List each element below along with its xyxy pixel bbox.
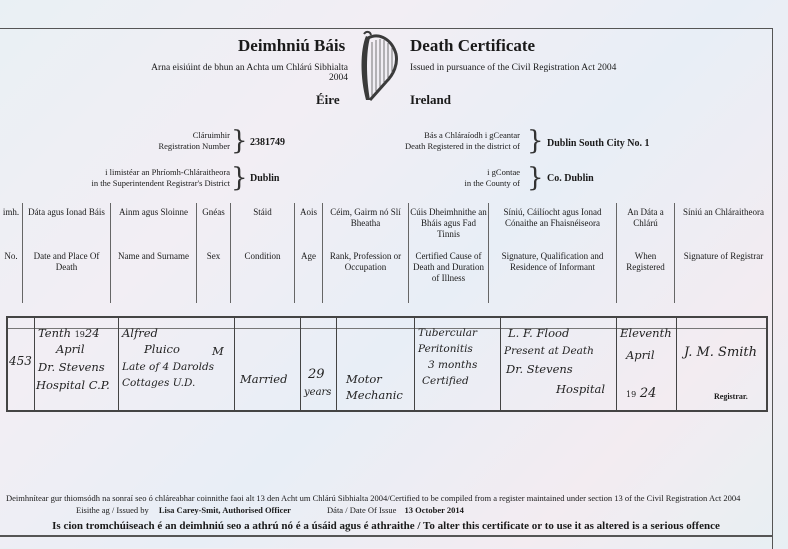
date-year: 24 [84,326,100,340]
column-header-grid [0,203,772,303]
entry-informant-qualification: Present at Death [504,345,594,357]
entry-name-residence-2: Cottages U.D. [122,377,196,389]
date-year-prefix: 19 [74,330,85,339]
column-header-name [110,203,196,303]
column-ga: Síniú an Chláraitheora [683,207,764,217]
district-value: Dublin South City No. 1 [547,138,650,149]
column-header-date-place [22,203,110,303]
column-ga: Ainm agus Sloinne [119,207,188,217]
entry-age-unit: years [304,387,332,398]
title-english: Death Certificate [410,36,536,55]
entry-divider [414,318,415,410]
country-english: Ireland [410,92,451,107]
entry-cause-4: Certified [422,375,469,387]
county-label-ga: i gContae [487,167,520,177]
issue-line [76,505,464,515]
harp-emblem-icon [356,30,400,106]
brace: } [231,163,248,193]
issued-by-value: Lisa Carey-Smit, Authorised Officer [158,505,291,515]
column-ga: Gnéas [202,207,225,217]
entry-divider [234,318,235,410]
entry-place-1: Dr. Stevens [38,360,105,374]
entry-divider [34,318,35,410]
country-irish: Éire [316,92,340,107]
column-header-occupation [322,203,408,303]
entry-date-month: April [56,342,85,356]
column-en: Signature of Registrar [683,251,764,261]
county-value: Co. Dublin [547,173,594,184]
column-ga: An Dáta a Chlárú [627,207,664,228]
column-en: Rank, Profession or Occupation [329,251,402,272]
column-ga: Síniú, Cáilíocht agus Ionad Cónaithe an Fhaisnéiseora [503,207,602,228]
registration-number: 2381749 [250,137,285,148]
register-entry [6,316,768,412]
supt-district-value: Dublin [250,173,280,184]
entry-registered-year [626,386,656,402]
county-label [420,167,520,189]
entry-age: 29 [308,367,325,382]
column-header-condition [230,203,294,303]
entry-divider [118,318,119,410]
column-en: Signature, Qualification and Residence of Informant [501,251,604,272]
brace: } [231,126,248,156]
column-header-informant [488,203,616,303]
column-en: No. [4,251,18,261]
subtitle-english: Issued in pursuance of the Civil Registration Act 2004 [410,63,617,73]
column-en: Certified Cause of Death and Duration of Illness [413,251,484,283]
title-irish: Deimhniú Báis [238,36,346,55]
entry-registered-month: April [626,348,655,362]
entry-sex: M [212,344,224,358]
entry-divider [300,318,301,410]
entry-cause-3: 3 months [428,359,478,371]
reg-number-label [120,130,230,152]
certified-statement: Deimhnítear gur thiomsódh na sonraí seo ó chláreabhar coinnithe faoi alt 13 den Acht um Chlárú Sibhialta 2004/Certified to be compiled from a register maintained under section 13 of the Civil Registration Act 2004 [6,493,741,503]
column-header-sex [196,203,230,303]
subtitle-irish: Arna eisiúint de bhun an Achta um Chlárú Sibhialta 2004 [151,63,348,83]
column-en: Sex [206,251,221,261]
reg-number-label-en: Registration Number [158,141,230,151]
entry-informant-residence-1: Dr. Stevens [506,362,573,376]
column-en: When Registered [626,251,665,272]
date-day: Tenth [38,326,72,340]
column-en: Age [301,251,316,261]
brace: } [527,126,544,156]
column-en: Name and Surname [118,251,189,261]
entry-registered-day: Eleventh [620,326,672,340]
entry-divider [500,318,501,410]
entry-cause-1: Tubercular [418,327,478,339]
entry-occupation-2: Mechanic [346,388,403,402]
entry-name-surname: Pluico [144,342,180,356]
entry-divider [336,318,337,410]
registered-year: 24 [639,386,657,401]
column-header-age [294,203,322,303]
entry-name-residence-1: Late of 4 Darolds [122,361,215,373]
issued-by-label: Eisithe ag / Issued by [76,505,149,515]
entry-place-2: Hospital C.P. [36,378,110,392]
supt-label-ga: i limistéar an Phríomh-Chláraitheora [105,167,230,177]
footer-rule [0,535,772,537]
column-ga: Stáid [253,207,272,217]
column-ga: imh. [2,207,20,217]
entry-cause-2: Peritonitis [418,343,473,355]
column-header-when-registered [616,203,674,303]
registered-year-prefix: 19 [626,390,637,399]
entry-number: 453 [9,354,32,368]
registrar-label: Registrar. [714,392,748,401]
column-ga: Céim, Gairm nó Slí Bheatha [330,207,401,228]
column-ga: Aois [299,207,317,217]
district-label [370,130,520,152]
column-header-registrar [674,203,772,303]
district-label-en: Death Registered in the district of [405,141,520,151]
column-header-number [0,203,22,303]
date-of-issue-label: Dáta / Date Of Issue [327,505,397,515]
column-en: Condition [244,251,281,261]
entry-divider [676,318,677,410]
entry-divider [616,318,617,410]
date-of-issue-value: 13 October 2014 [404,505,464,515]
brace: } [527,163,544,193]
entry-condition: Married [240,372,288,386]
column-en: Date and Place Of Death [33,251,100,272]
entry-registrar-signature: J. M. Smith [684,345,758,360]
alteration-warning: Is cion tromchúiseach é an deimhniú seo a athrú nó é a úsáid agus é athraithe / To alter this certificate or to use it as altered is a serious offence [52,520,720,532]
column-header-cause [408,203,488,303]
entry-name-first: Alfred [122,326,158,340]
column-ga: Cúis Dheimhnithe an Bháis agus Fad Tinnis [410,207,487,239]
entry-occupation-1: Motor [346,372,382,386]
reg-number-label-ga: Cláruimhir [192,130,230,140]
entry-date-line [38,326,100,342]
entry-informant-residence-2: Hospital [556,382,606,396]
column-ga: Dáta agus Ionad Báis [28,207,105,217]
district-label-ga: Bás a Chláraíodh i gCeantar [424,130,520,140]
supt-label-en: in the Superintendent Registrar's District [91,178,230,188]
county-label-en: in the County of [464,178,520,188]
entry-informant-name: L. F. Flood [508,326,570,340]
supt-district-label [60,167,230,189]
